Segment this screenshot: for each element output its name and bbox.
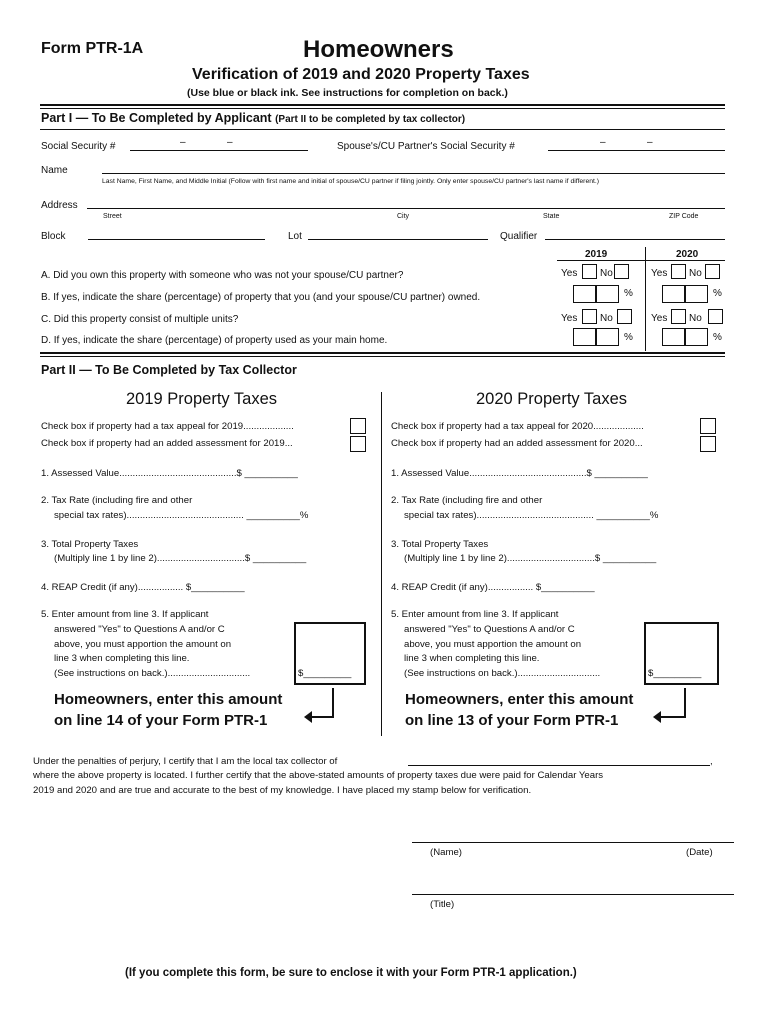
col2019-line5-5: (See instructions on back.)...............................	[54, 668, 251, 679]
col2020-line1: 1. Assessed Value............................................$ __________	[391, 468, 648, 479]
name-field[interactable]	[102, 163, 725, 174]
signature-name-line[interactable]	[412, 842, 734, 843]
part1-heading-note: (Part II to be completed by tax collector)	[275, 114, 466, 125]
qb-2020-percent-box-2[interactable]	[685, 285, 708, 303]
qc-2020-no-label: No	[689, 313, 702, 324]
qc-2020-yes-label: Yes	[651, 313, 668, 324]
col2020-line5-3: above, you must apportion the amount on	[404, 639, 582, 650]
spouse-ssn-field[interactable]	[548, 140, 725, 151]
col2020-line5-2: answered "Yes" to Questions A and/or C	[404, 624, 575, 635]
col2020-line5-1: 5. Enter amount from line 3. If applicant	[391, 609, 559, 620]
col2019-arrow-icon	[300, 686, 350, 726]
part1-bottom-rule-thin	[40, 356, 725, 357]
qa-2020-yes-checkbox[interactable]	[671, 264, 686, 279]
spouse-ssn-dash-2: –	[647, 137, 653, 148]
col2020-title: 2020 Property Taxes	[476, 390, 628, 408]
signature-name-label: (Name)	[430, 847, 462, 858]
col2019-check-appeal-label: Check box if property had a tax appeal for 2019...................	[41, 421, 294, 432]
page-title: Homeowners	[303, 36, 454, 63]
col2020-line4: 4. REAP Credit (if any)................. $__________	[391, 582, 595, 593]
col2020-check-appeal-box[interactable]	[700, 418, 716, 434]
address-field[interactable]	[87, 198, 725, 209]
header-rule-thin	[40, 108, 725, 109]
qb-2019-percent-sign: %	[624, 288, 633, 299]
qc-2020-yes-checkbox[interactable]	[671, 309, 686, 324]
cert-line3: 2019 and 2020 and are true and accurate to the best of my knowledge. I have placed my stamp below for verification.	[33, 785, 532, 796]
address-city-hint: City	[397, 213, 410, 220]
qc-2019-yes-label: Yes	[561, 313, 578, 324]
qd-2020-percent-sign: %	[713, 332, 722, 343]
question-a: A. Did you own this property with someone who was not your spouse/CU partner?	[41, 270, 404, 281]
qb-2019-percent-box-2[interactable]	[596, 285, 619, 303]
col2019-line5-dollar: $_________	[298, 668, 352, 679]
cert-comma: ,	[710, 756, 713, 767]
qb-2020-percent-box-1[interactable]	[662, 285, 685, 303]
qa-2020-no-checkbox[interactable]	[705, 264, 720, 279]
qd-2020-percent-box-2[interactable]	[685, 328, 708, 346]
qc-2019-yes-checkbox[interactable]	[582, 309, 597, 324]
qb-2019-percent-box-1[interactable]	[573, 285, 596, 303]
col2020-line5-dollar: $_________	[648, 668, 702, 679]
block-label: Block	[41, 231, 66, 242]
ssn-label: Social Security #	[41, 141, 116, 152]
lot-field[interactable]	[308, 229, 488, 240]
question-b: B. If yes, indicate the share (percentage) of property that you (and your spouse/CU partner) owned.	[41, 292, 481, 303]
qa-2019-yes-label: Yes	[561, 268, 578, 279]
col2020-line3a: 3. Total Property Taxes	[391, 539, 489, 550]
tax-collector-municipality-field[interactable]	[408, 755, 710, 766]
cert-line2: where the above property is located. I further certify that the above-stated amounts of property taxes due were paid for Calendar Years	[33, 770, 604, 781]
qd-2020-percent-box-1[interactable]	[662, 328, 685, 346]
col2020-line3b: (Multiply line 1 by line 2).................................$ __________	[404, 553, 657, 564]
question-d: D. If yes, indicate the share (percentage) of property used as your main home.	[41, 335, 388, 346]
col2019-line2b: special tax rates)............................................ __________%	[54, 510, 309, 521]
col2020-enter-line2: on line 13 of your Form PTR-1	[405, 712, 619, 729]
header-rule-thick	[40, 104, 725, 106]
col2019-check-added-box[interactable]	[350, 436, 366, 452]
spouse-ssn-dash-1: –	[600, 137, 606, 148]
ssn-dash-2: –	[227, 137, 233, 148]
part2-heading: Part II — To Be Completed by Tax Collector	[41, 363, 297, 377]
col2020-line2a: 2. Tax Rate (including fire and other	[391, 495, 543, 506]
col2020-line5-4: line 3 when completing this line.	[404, 653, 540, 664]
qd-2019-percent-box-2[interactable]	[596, 328, 619, 346]
part2-column-divider	[381, 392, 382, 736]
page-subtitle: Verification of 2019 and 2020 Property Taxes	[192, 66, 530, 83]
qa-2019-yes-checkbox[interactable]	[582, 264, 597, 279]
col2019-check-appeal-box[interactable]	[350, 418, 366, 434]
block-field[interactable]	[88, 229, 265, 240]
qa-2019-no-label: No	[600, 268, 613, 279]
col2019-line2a: 2. Tax Rate (including fire and other	[41, 495, 193, 506]
qa-2020-no-label: No	[689, 268, 702, 279]
col2019-line3a: 3. Total Property Taxes	[41, 539, 139, 550]
question-c: C. Did this property consist of multiple units?	[41, 314, 239, 325]
footer-note: (If you complete this form, be sure to enclose it with your Form PTR-1 application.)	[125, 967, 577, 979]
qualifier-label: Qualifier	[500, 231, 538, 242]
col2020-check-added-label: Check box if property had an added assessment for 2020...	[391, 438, 643, 449]
col2019-line5-4: line 3 when completing this line.	[54, 653, 190, 664]
qualifier-field[interactable]	[545, 229, 725, 240]
part1-bottom-rule-thick	[40, 352, 725, 354]
col2020-line2b: special tax rates)............................................ __________%	[404, 510, 659, 521]
qd-2019-percent-box-1[interactable]	[573, 328, 596, 346]
signature-date-label: (Date)	[686, 847, 713, 858]
name-hint: Last Name, First Name, and Middle Initial (Follow with first name and initial of spouse/CU partner if filing jointly. Only enter spouse/CU partner's last name if different.)	[102, 178, 600, 185]
ssn-dash-1: –	[180, 137, 186, 148]
qc-2020-no-checkbox[interactable]	[708, 309, 723, 324]
col2020-check-appeal-label: Check box if property had a tax appeal for 2020...................	[391, 421, 644, 432]
address-state-hint: State	[543, 213, 560, 220]
col2020-enter-line1: Homeowners, enter this amount	[405, 691, 634, 708]
qa-2020-yes-label: Yes	[651, 268, 668, 279]
col2019-enter-line1: Homeowners, enter this amount	[54, 691, 283, 708]
part1-rule	[40, 129, 725, 130]
year-header-rule	[557, 260, 725, 261]
year-header-2020: 2020	[676, 249, 699, 260]
col2019-enter-line2: on line 14 of your Form PTR-1	[54, 712, 268, 729]
col2019-line5-2: answered "Yes" to Questions A and/or C	[54, 624, 225, 635]
col2019-check-added-label: Check box if property had an added assessment for 2019...	[41, 438, 293, 449]
address-street-hint: Street	[103, 213, 122, 220]
signature-title-label: (Title)	[430, 899, 455, 910]
signature-title-line[interactable]	[412, 894, 734, 895]
qc-2019-no-label: No	[600, 313, 613, 324]
qb-2020-percent-sign: %	[713, 288, 722, 299]
ssn-field[interactable]	[130, 140, 308, 151]
col2020-check-added-box[interactable]	[700, 436, 716, 452]
col2020-arrow-icon	[648, 686, 698, 726]
col2019-line5-3: above, you must apportion the amount on	[54, 639, 232, 650]
ink-instruction: (Use blue or black ink. See instructions for completion on back.)	[187, 87, 508, 99]
address-zip-hint: ZIP Code	[669, 213, 699, 220]
form-id: Form PTR-1A	[41, 40, 144, 57]
col2019-line4: 4. REAP Credit (if any)................. $__________	[41, 582, 245, 593]
year-column-divider	[645, 247, 646, 351]
col2019-line1: 1. Assessed Value............................................$ __________	[41, 468, 298, 479]
col2019-title: 2019 Property Taxes	[126, 390, 278, 408]
lot-label: Lot	[288, 231, 302, 242]
address-label: Address	[41, 200, 78, 211]
spouse-ssn-label: Spouse's/CU Partner's Social Security #	[337, 141, 515, 152]
qd-2019-percent-sign: %	[624, 332, 633, 343]
col2020-line5-5: (See instructions on back.)...............................	[404, 668, 601, 679]
qa-2019-no-checkbox[interactable]	[614, 264, 629, 279]
part1-heading: Part I — To Be Completed by Applicant (Part II to be completed by tax collector)	[41, 111, 466, 125]
name-label: Name	[41, 165, 68, 176]
col2019-line5-1: 5. Enter amount from line 3. If applicant	[41, 609, 209, 620]
col2019-line3b: (Multiply line 1 by line 2).................................$ __________	[54, 553, 307, 564]
cert-line1: Under the penalties of perjury, I certify that I am the local tax collector of	[33, 756, 338, 767]
qc-2019-no-checkbox[interactable]	[617, 309, 632, 324]
year-header-2019: 2019	[585, 249, 608, 260]
